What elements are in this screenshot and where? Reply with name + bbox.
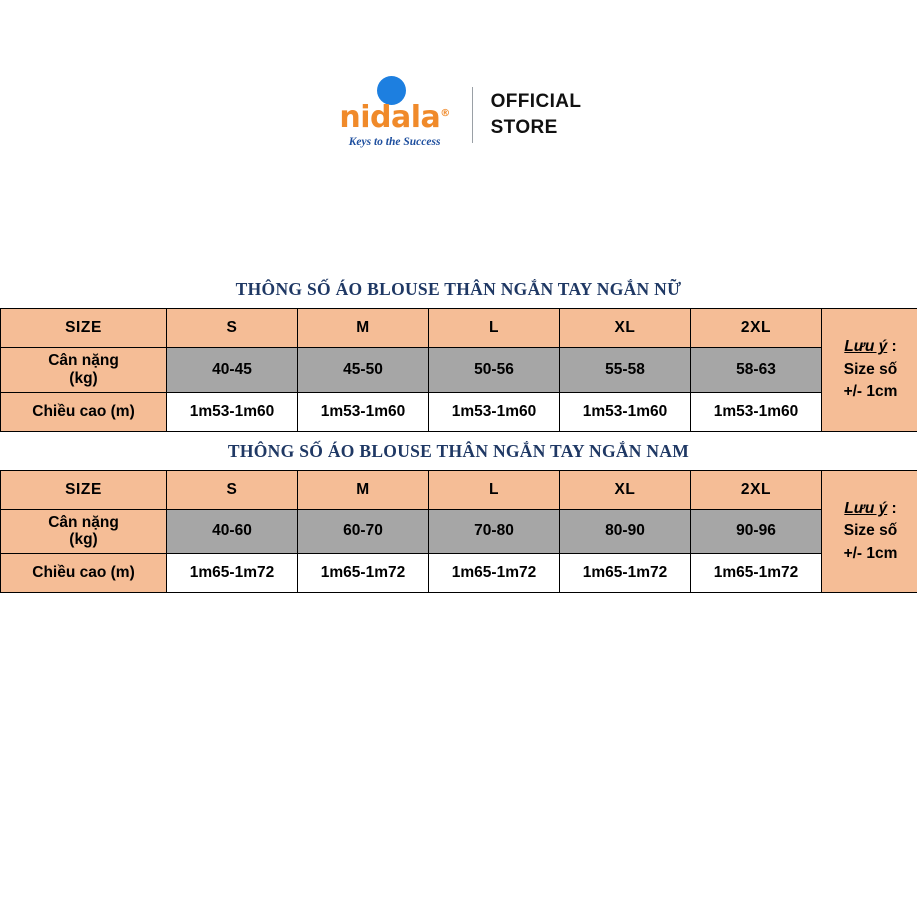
- logo-tagline: Keys to the Success: [348, 136, 441, 148]
- registered-trademark-icon: ®: [440, 108, 450, 119]
- cell-weight-2xl: 90-96: [691, 509, 822, 554]
- cell-weight-l: 50-56: [429, 348, 560, 393]
- cell-weight-m: 45-50: [298, 348, 429, 393]
- header-cell-size: SIZE: [1, 309, 167, 348]
- row-label-weight-line2: (kg): [69, 369, 98, 387]
- note-line3: +/- 1cm: [843, 544, 898, 562]
- header-cell-s: S: [167, 470, 298, 509]
- logo-wordmark: [336, 100, 454, 135]
- cell-height-2xl: 1m53-1m60: [691, 392, 822, 431]
- table-title-men: THÔNG SỐ ÁO BLOUSE THÂN NGẮN TAY NGẮN NAM: [0, 432, 917, 470]
- note-strong-label: Lưu ý: [844, 338, 888, 356]
- table-row: [1, 509, 917, 554]
- cell-height-s: 1m65-1m72: [167, 554, 298, 593]
- cell-weight-s: 40-60: [167, 509, 298, 554]
- header-cell-m: M: [298, 470, 429, 509]
- note-cell-men: [822, 470, 917, 593]
- table-row: [1, 392, 917, 431]
- size-table-women: [0, 308, 917, 432]
- row-label-weight-line1: Cân nặng: [48, 513, 119, 531]
- size-table-men: [0, 470, 917, 594]
- header-cell-l: L: [429, 470, 560, 509]
- cell-weight-2xl: 58-63: [691, 348, 822, 393]
- cell-height-m: 1m53-1m60: [298, 392, 429, 431]
- cell-height-s: 1m53-1m60: [167, 392, 298, 431]
- official-store-line2: STORE: [490, 117, 558, 138]
- cell-weight-m: 60-70: [298, 509, 429, 554]
- nidala-logo: [336, 70, 454, 160]
- note-line2: Size số: [843, 522, 898, 540]
- official-store-label: [491, 89, 582, 140]
- cell-height-xl: 1m53-1m60: [560, 392, 691, 431]
- brand-divider: [472, 87, 473, 143]
- table-header-row: [1, 470, 917, 509]
- row-label-height: Chiều cao (m): [1, 554, 167, 593]
- cell-height-xl: 1m65-1m72: [560, 554, 691, 593]
- table-title-women: THÔNG SỐ ÁO BLOUSE THÂN NGẮN TAY NGẮN NỮ: [0, 270, 917, 308]
- official-store-line1: OFFICIAL: [490, 91, 582, 113]
- note-strong-label: Lưu ý: [844, 499, 888, 517]
- cell-weight-xl: 80-90: [560, 509, 691, 554]
- row-label-height: Chiều cao (m): [1, 392, 167, 431]
- header-cell-size: SIZE: [1, 470, 167, 509]
- table-header-row: [1, 309, 917, 348]
- note-line1: :: [887, 338, 897, 356]
- cell-height-m: 1m65-1m72: [298, 554, 429, 593]
- header-cell-2xl: 2XL: [691, 470, 822, 509]
- logo-word-text: nidala: [339, 100, 441, 135]
- header-cell-m: M: [298, 309, 429, 348]
- note-line1: :: [887, 499, 897, 517]
- brand-header: [0, 70, 917, 160]
- header-cell-s: S: [167, 309, 298, 348]
- row-label-weight: [1, 509, 167, 554]
- row-label-weight: [1, 348, 167, 393]
- note-line3: +/- 1cm: [843, 383, 898, 401]
- header-cell-xl: XL: [560, 470, 691, 509]
- size-chart-sheet: [0, 270, 917, 593]
- table-row: [1, 348, 917, 393]
- note-cell-women: [822, 309, 917, 432]
- cell-height-l: 1m53-1m60: [429, 392, 560, 431]
- row-label-weight-line2: (kg): [69, 531, 98, 549]
- cell-weight-xl: 55-58: [560, 348, 691, 393]
- brand-inner: [336, 70, 582, 160]
- cell-height-l: 1m65-1m72: [429, 554, 560, 593]
- header-cell-xl: XL: [560, 309, 691, 348]
- header-cell-2xl: 2XL: [691, 309, 822, 348]
- row-label-weight-line1: Cân nặng: [48, 352, 119, 369]
- table-row: [1, 554, 917, 593]
- cell-height-2xl: 1m65-1m72: [691, 554, 822, 593]
- header-cell-l: L: [429, 309, 560, 348]
- cell-weight-s: 40-45: [167, 348, 298, 393]
- cell-weight-l: 70-80: [429, 509, 560, 554]
- note-line2: Size số: [843, 360, 898, 378]
